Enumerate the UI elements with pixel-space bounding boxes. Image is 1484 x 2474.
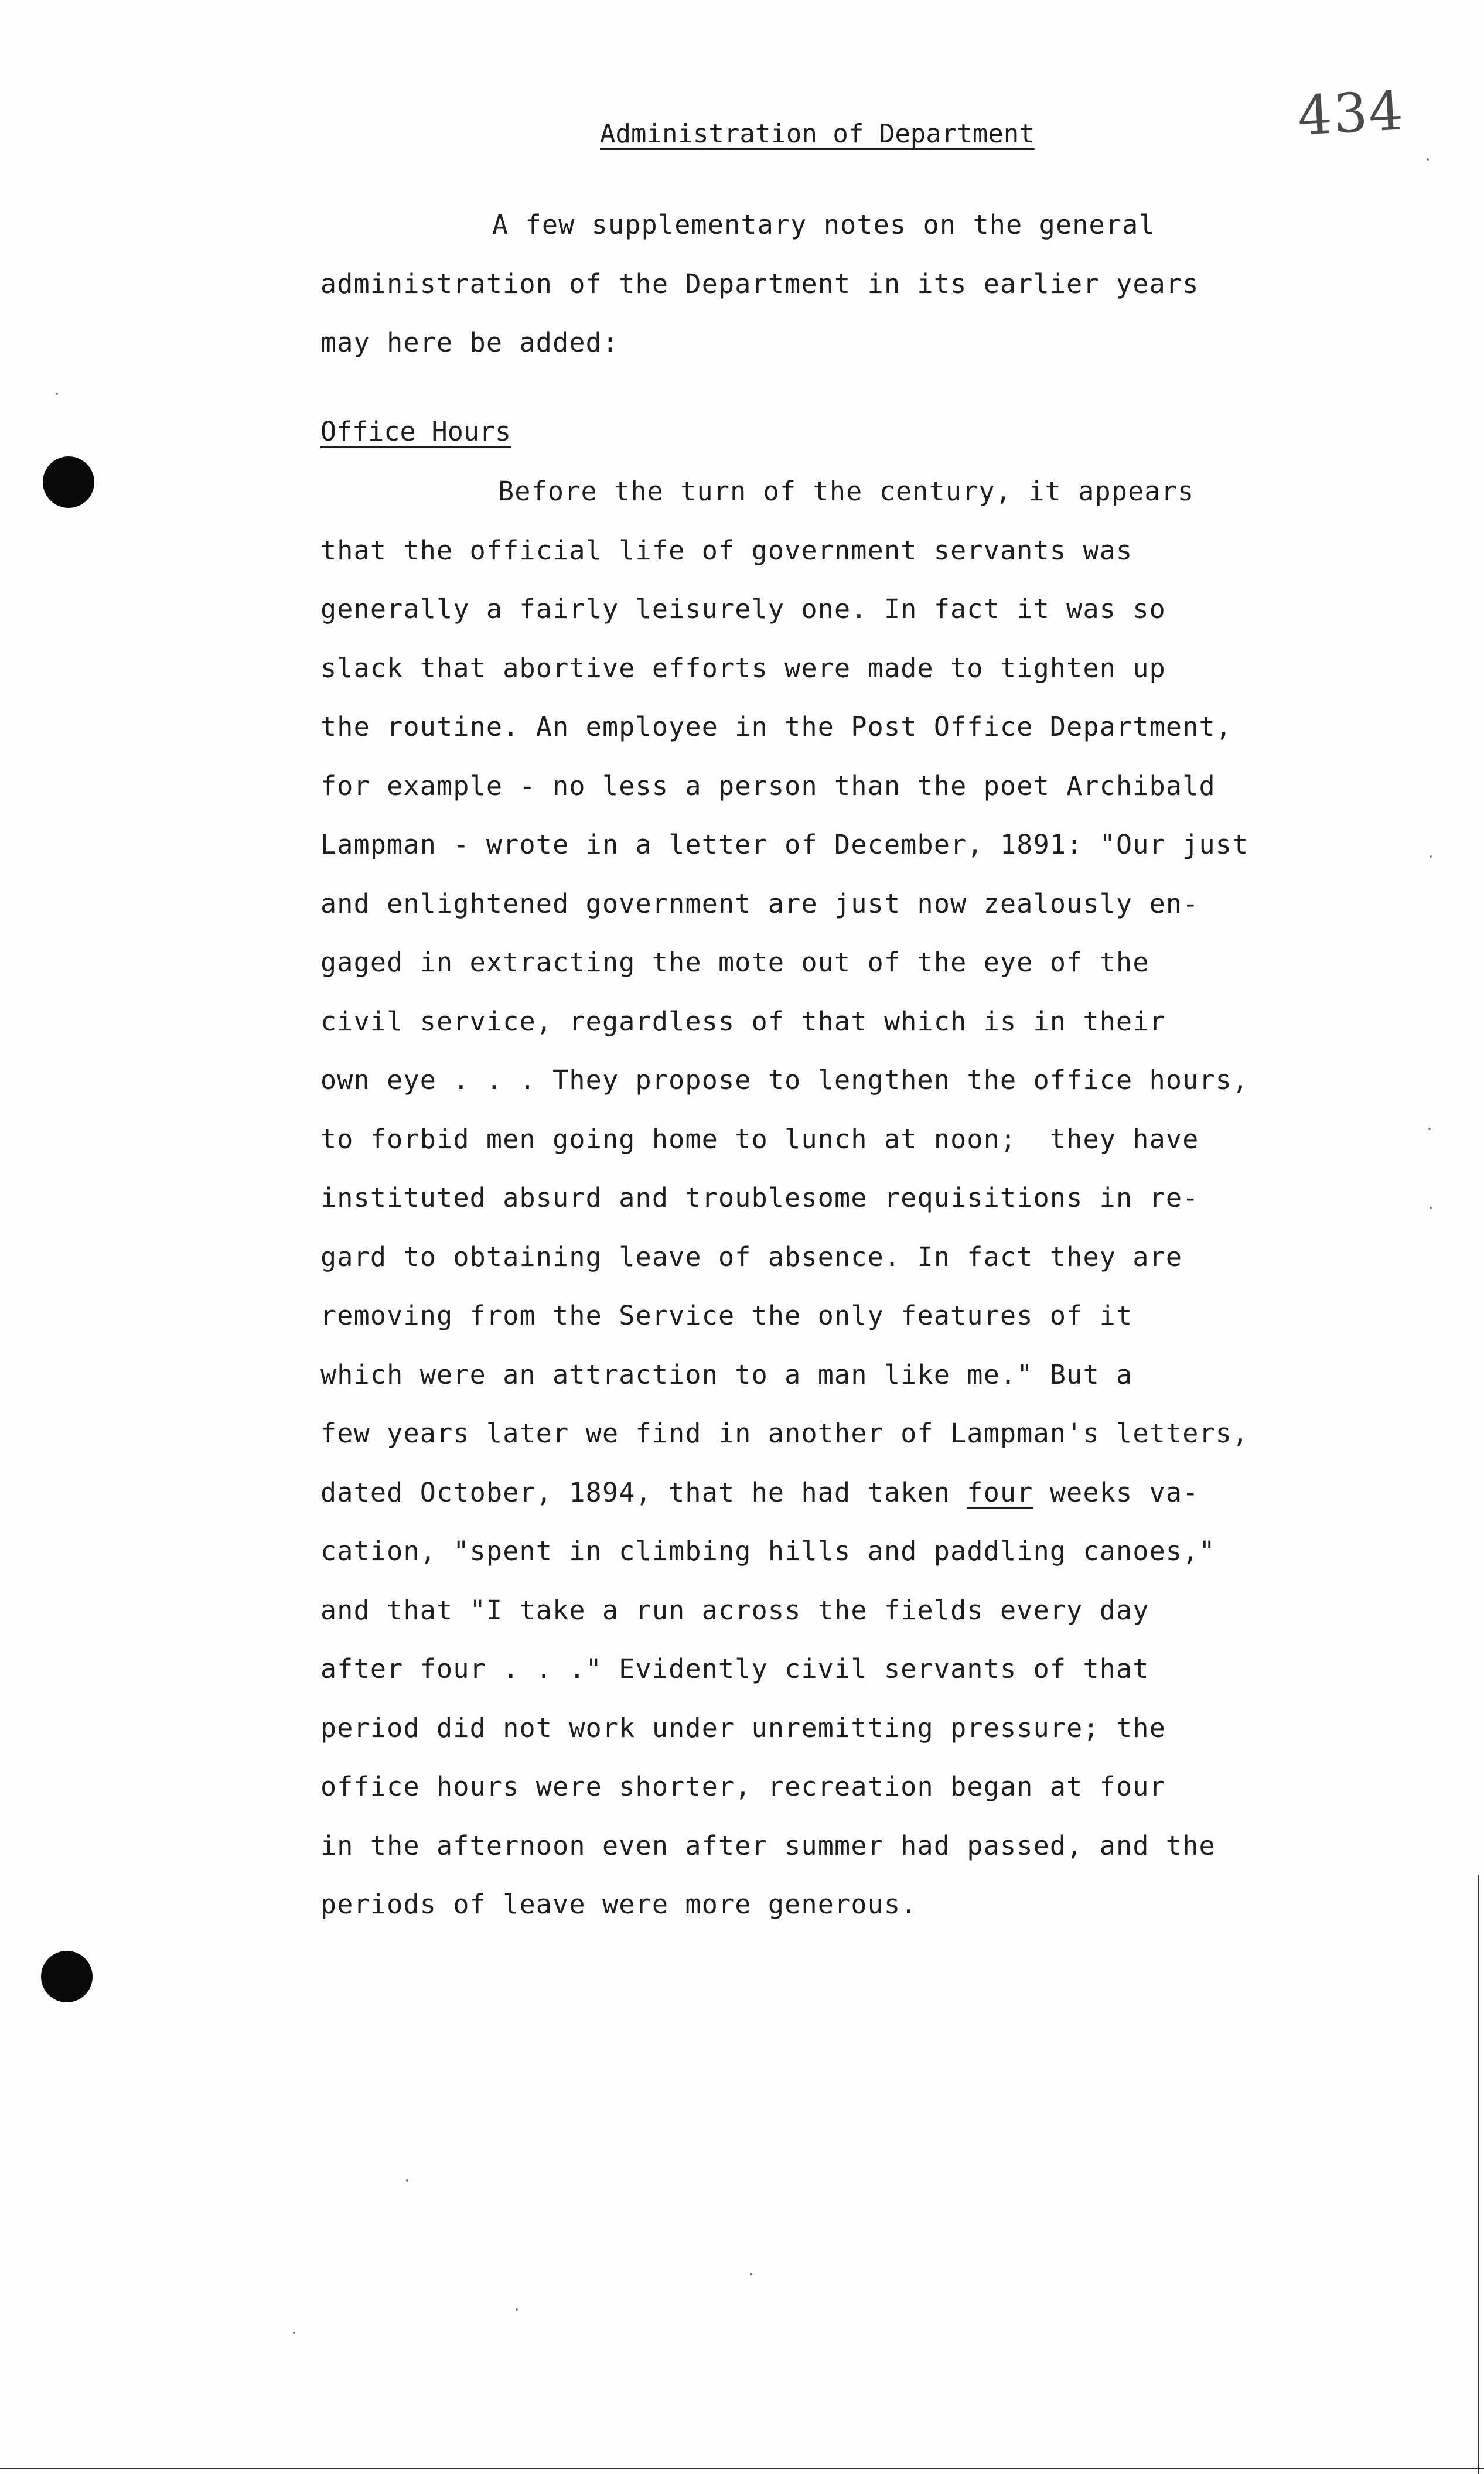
section-heading: Office Hours — [320, 416, 511, 447]
body-line: few years later we find in another of Lampman's letters, — [320, 1418, 1249, 1449]
body-line: Before the turn of the century, it appears — [498, 476, 1195, 507]
document-title: Administration of Department — [600, 119, 1035, 149]
intro-line: may here be added: — [320, 327, 619, 358]
paper-speck — [406, 2179, 408, 2182]
body-line: after four . . ." Evidently civil servants of that — [320, 1653, 1149, 1684]
body-line: in the afternoon even after summer had passed, and the — [320, 1830, 1216, 1861]
body-line: gard to obtaining leave of absence. In fact they are — [320, 1241, 1183, 1272]
body-line — [320, 1477, 1199, 1508]
paper-speck — [1430, 855, 1432, 858]
punch-hole-bottom — [41, 1951, 93, 2002]
body-line: and that "I take a run across the fields every day — [320, 1595, 1149, 1626]
body-line: generally a fairly leisurely one. In fact it was so — [320, 593, 1166, 625]
body-line: cation, "spent in climbing hills and paddling canoes," — [320, 1535, 1216, 1567]
body-line: civil service, regardless of that which is in their — [320, 1006, 1166, 1037]
body-line: which were an attraction to a man like me." But a — [320, 1359, 1133, 1390]
body-line: removing from the Service the only features of it — [320, 1300, 1133, 1331]
punch-hole-top — [43, 456, 94, 508]
body-line: Lampman - wrote in a letter of December, 1891: "Our just — [320, 829, 1249, 860]
body-line: that the official life of government servants was — [320, 535, 1133, 566]
body-line: gaged in extracting the mote out of the eye of the — [320, 947, 1149, 978]
body-line: office hours were shorter, recreation began at four — [320, 1771, 1166, 1802]
body-line: for example - no less a person than the poet Archibald — [320, 770, 1216, 801]
body-line: the routine. An employee in the Post Office Department, — [320, 711, 1233, 742]
body-line: and enlightened government are just now zealously en- — [320, 888, 1199, 919]
paper-speck — [750, 2273, 752, 2275]
body-line-text: dated October, 1894, that he had taken — [320, 1477, 951, 1508]
paper-speck — [1430, 1207, 1432, 1209]
paper-speck — [1428, 1128, 1431, 1130]
body-line: instituted absurd and troublesome requisitions in re- — [320, 1182, 1199, 1213]
intro-line: A few supplementary notes on the general — [492, 209, 1155, 240]
body-line: periods of leave were more generous. — [320, 1889, 917, 1920]
paper-speck — [516, 2308, 518, 2311]
body-line: own eye . . . They propose to lengthen the office hours, — [320, 1064, 1249, 1096]
paper-speck — [56, 393, 58, 395]
body-line-tail: weeks va- — [1033, 1477, 1199, 1508]
page-edge-right — [1478, 1875, 1479, 2474]
page-edge-bottom — [0, 2468, 1484, 2469]
intro-line: administration of the Department in its earlier years — [320, 268, 1199, 299]
body-line: slack that abortive efforts were made to tighten up — [320, 653, 1166, 684]
paper-speck — [1427, 158, 1429, 161]
paper-speck — [293, 2332, 295, 2334]
body-line: period did not work under unremitting pressure; the — [320, 1712, 1166, 1743]
body-line: to forbid men going home to lunch at noon; they have — [320, 1124, 1199, 1155]
page-number: 434 — [1296, 79, 1406, 148]
underlined-word: four — [967, 1477, 1033, 1508]
